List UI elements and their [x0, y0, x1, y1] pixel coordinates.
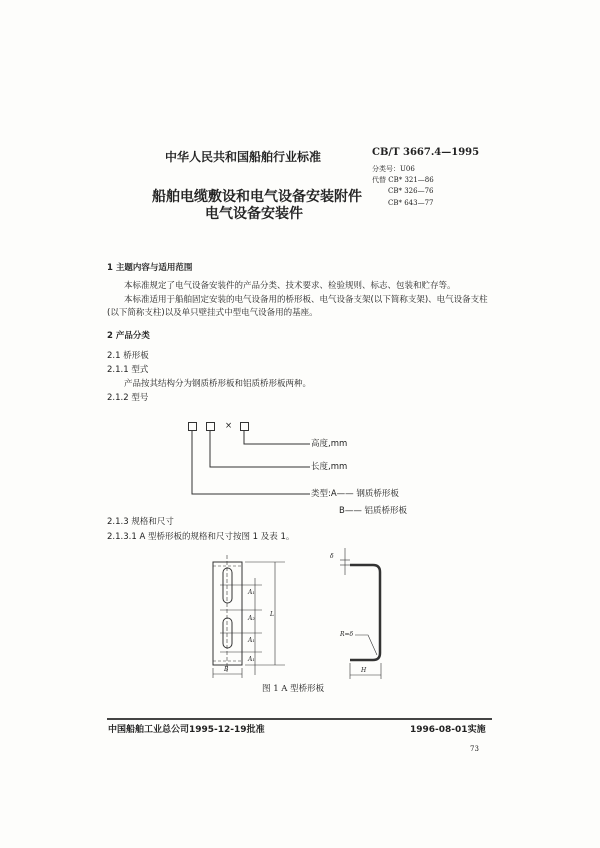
section-1-para-2b: (以下简称支柱)以及单只壁挂式中型电气设备用的基座。: [107, 308, 318, 318]
org-standard: 中华人民共和国船舶行业标准: [165, 150, 322, 164]
dim-a1-mid: A₁: [248, 637, 255, 644]
section-2-1-1: 2.1.1 型式: [107, 365, 149, 375]
dim-h: H: [361, 667, 367, 674]
dim-delta: δ: [330, 553, 334, 560]
replaces-3: CB* 643—77: [388, 199, 434, 207]
section-2-1: 2.1 桥形板: [107, 351, 149, 361]
times-sign: ×: [225, 421, 233, 431]
approval-note: 中国船舶工业总公司1995-12-19批准: [108, 725, 265, 735]
section-1-para-2a: 本标准适用于船舶固定安装的电气设备用的桥形板、电气设备支架(以下简称支架)、电气设备支柱: [124, 295, 488, 305]
implementation-date: 1996-08-01实施: [410, 725, 486, 735]
dim-radius: R=δ: [340, 631, 354, 638]
section-2-1-1-para: 产品按其结构分为钢质桥形板和铝质桥形板两种。: [124, 379, 312, 389]
section-2-1-2: 2.1.2 型号: [107, 393, 149, 403]
dim-a1-top: A₁: [248, 589, 255, 596]
label-type-b: B—— 铝质桥形板: [339, 506, 408, 516]
title-line2: 电气设备安装件: [205, 206, 303, 222]
dim-l: L: [270, 611, 274, 618]
label-length: 长度,mm: [311, 462, 348, 472]
dim-a1-bottom: A₁: [248, 656, 255, 663]
standard-code: CB/T 3667.4—1995: [372, 147, 480, 158]
dim-b: B: [224, 666, 229, 673]
category-number: 分类号：U06: [372, 165, 415, 173]
label-height: 高度,mm: [311, 439, 348, 449]
replaces-1: 代替 CB* 321—86: [372, 176, 434, 184]
dim-a2: A₂: [248, 615, 255, 622]
section-2-1-3: 2.1.3 规格和尺寸: [107, 517, 174, 527]
page-number: 73: [470, 745, 479, 753]
figure-caption: 图 1 A 型桥形板: [262, 684, 325, 694]
replaces-2: CB* 326—76: [388, 187, 434, 195]
title-line1: 船舶电缆敷设和电气设备安装附件: [152, 189, 362, 205]
section-1-heading: 1 主题内容与适用范围: [107, 263, 193, 273]
label-type-a: 类型:A—— 钢质桥形板: [311, 489, 399, 499]
footer-rule: [107, 718, 492, 720]
section-1-para-1: 本标准规定了电气设备安装件的产品分类、技术要求、检验规则、标志、包装和贮存等。: [124, 281, 456, 291]
section-2-heading: 2 产品分类: [107, 331, 150, 341]
section-2-1-3-1: 2.1.3.1 A 型桥形板的规格和尺寸按图 1 及表 1。: [107, 532, 295, 542]
